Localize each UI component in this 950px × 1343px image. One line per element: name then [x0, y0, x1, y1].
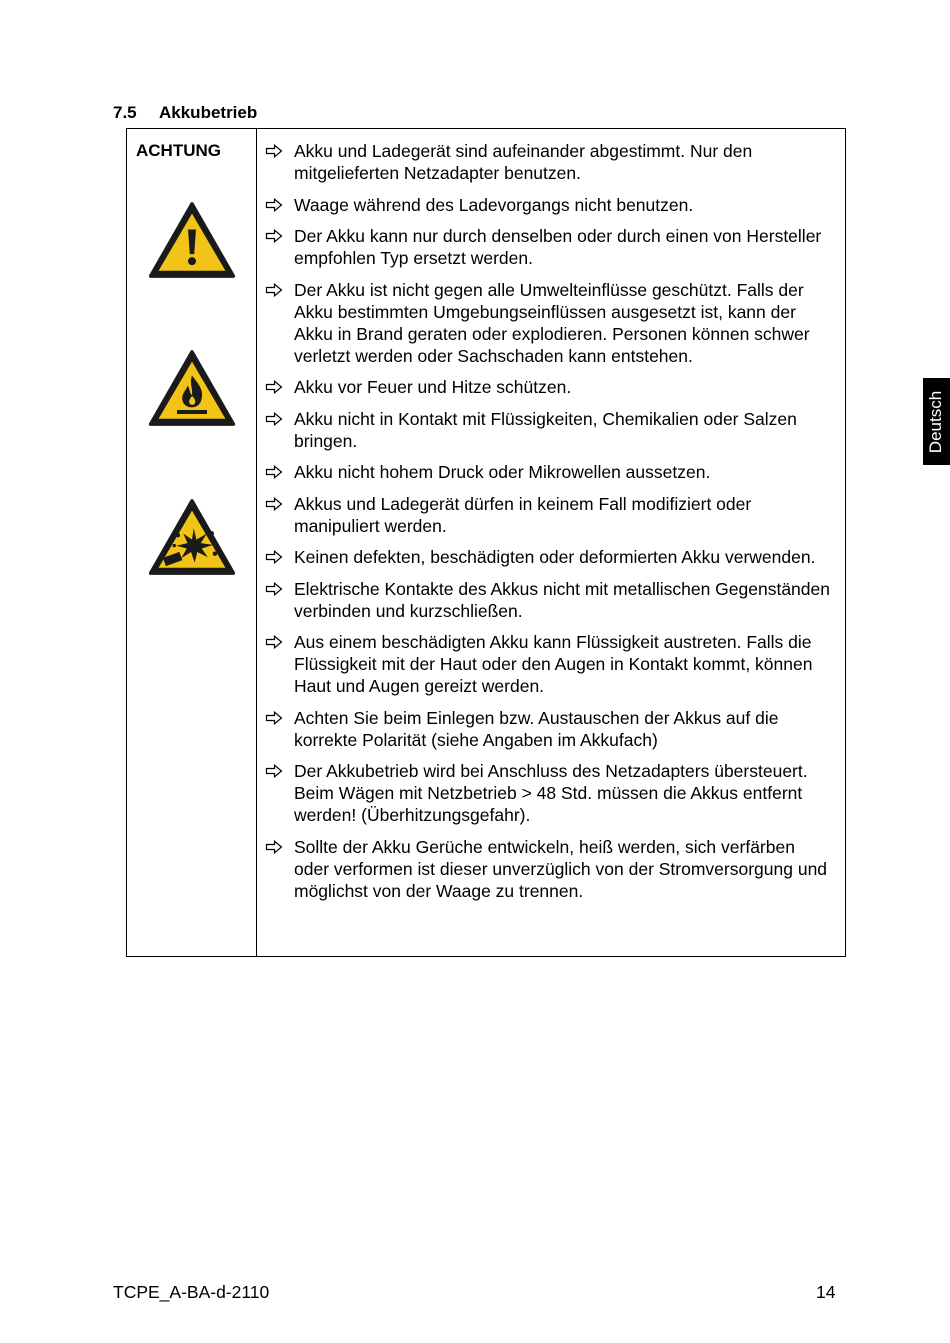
arrow-right-icon: [265, 497, 283, 511]
general-warning-sign-icon: [148, 201, 236, 279]
arrow-right-icon: [265, 198, 283, 212]
warning-table: [126, 128, 846, 957]
warning-item-text: Der Akku kann nur durch denselben oder durch einen von Hersteller empfohlen Typ ersetzt werden.: [294, 226, 822, 268]
warning-item: [265, 836, 833, 902]
warning-item: [265, 707, 833, 751]
footer-page-number: 14: [816, 1282, 836, 1302]
arrow-right-icon: [265, 764, 283, 778]
warning-item-text: Aus einem beschädigten Akku kann Flüssigkeit austreten. Falls die Flüssigkeit mit der Haut oder den Augen in Kontakt kommt, können Haut und Augen gereizt werden.: [294, 632, 813, 696]
warning-item: [265, 194, 833, 216]
warning-item-text: Akku vor Feuer und Hitze schützen.: [294, 377, 572, 397]
warning-item-text: Akku und Ladegerät sind aufeinander abgestimmt. Nur den mitgelieferten Netzadapter benutzen.: [294, 141, 753, 183]
warning-item: [265, 493, 833, 537]
section-heading: [113, 102, 257, 124]
arrow-right-icon: [265, 412, 283, 426]
warning-item: [265, 631, 833, 697]
warning-item: [265, 760, 833, 826]
warning-item: [265, 461, 833, 483]
warning-item-text: Akku nicht in Kontakt mit Flüssigkeiten, Chemikalien oder Salzen bringen.: [294, 408, 797, 451]
language-tab: [923, 378, 950, 465]
warning-item: [265, 225, 833, 269]
warning-list: [265, 140, 833, 902]
arrow-right-icon: [265, 380, 283, 394]
warning-label: ACHTUNG: [136, 141, 221, 160]
warning-item-text: Akkus und Ladegerät dürfen in keinem Fall modifiziert oder manipuliert werden.: [294, 493, 752, 536]
warning-item-text: Der Akkubetrieb wird bei Anschluss des Netzadapters übersteuert. Beim Wägen mit Netzbetrieb > 48 Std. müssen die Akkus entfernt werden! (Überhitzungsgefahr).: [294, 761, 808, 825]
arrow-right-icon: [265, 550, 283, 564]
warning-item-text: Waage während des Ladevorgangs nicht benutzen.: [294, 194, 694, 215]
warning-item: [265, 578, 833, 622]
warning-item-text: Der Akku ist nicht gegen alle Umwelteinflüsse geschützt. Falls der Akku bestimmten Umgebungseinflüssen ausgesetzt ist, kann der Akku in Brand geraten oder explodieren. Personen können schwer verletzt werden oder Sachschaden kann entstehen.: [294, 279, 810, 366]
language-tab-label: Deutsch: [926, 390, 946, 453]
arrow-right-icon: [265, 229, 283, 243]
warning-item-text: Elektrische Kontakte des Akkus nicht mit metallischen Gegenständen verbinden und kurzschließen.: [294, 578, 830, 621]
arrow-right-icon: [265, 582, 283, 596]
warning-item: [265, 140, 833, 184]
warning-item: [265, 546, 833, 568]
warning-item-text: Achten Sie beim Einlegen bzw. Austauschen der Akkus auf die korrekte Polarität (siehe Angaben im Akkufach): [294, 707, 779, 750]
warning-item: [265, 376, 833, 398]
flammable-warning-sign-icon: [148, 349, 236, 427]
arrow-right-icon: [265, 144, 283, 158]
explosive-warning-sign-icon: [148, 498, 236, 576]
arrow-right-icon: [265, 840, 283, 854]
warning-sign-column: [127, 129, 257, 957]
warning-item-text: Sollte der Akku Gerüche entwickeln, heiß werden, sich verfärben oder verformen ist dieser unverzüglich von der Stromversorgung und möglichst von der Waage zu trennen.: [294, 836, 828, 901]
warning-item-text: Akku nicht hohem Druck oder Mikrowellen aussetzen.: [294, 462, 711, 482]
arrow-right-icon: [265, 635, 283, 649]
warning-item: [265, 408, 833, 452]
footer-document-id: TCPE_A-BA-d-2110: [113, 1282, 270, 1302]
arrow-right-icon: [265, 283, 283, 297]
warning-text-column: [257, 129, 846, 957]
arrow-right-icon: [265, 711, 283, 725]
section-title: Akkubetrieb: [159, 103, 258, 122]
arrow-right-icon: [265, 465, 283, 479]
warning-item-text: Keinen defekten, beschädigten oder deformierten Akku verwenden.: [294, 547, 816, 567]
warning-item: [265, 279, 833, 367]
section-number: 7.5: [113, 103, 137, 122]
